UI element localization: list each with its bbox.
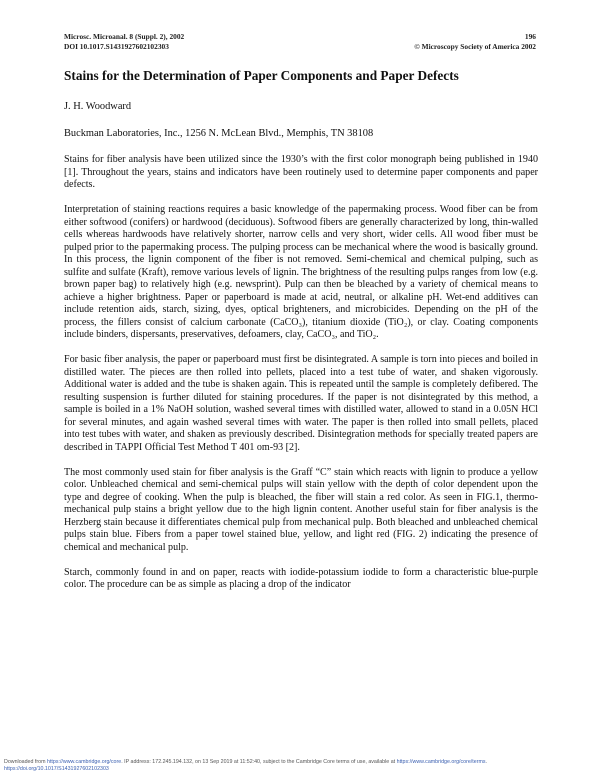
author-affiliation: Buckman Laboratories, Inc., 1256 N. McLean Blvd., Memphis, TN 38108: [64, 128, 374, 139]
footer-downloaded-text: Downloaded from: [4, 758, 47, 765]
journal-citation: Microsc. Microanal. 8 (Suppl. 2), 2002: [64, 32, 185, 41]
download-footer: [4, 759, 600, 774]
running-header-right: [414, 32, 536, 51]
doi-link[interactable]: https://doi.org/10.1017/S1431927602102303: [4, 766, 109, 773]
cambridge-core-link[interactable]: https://www.cambridge.org/core: [47, 758, 122, 765]
footer-line-1: [4, 759, 600, 767]
copyright-line: © Microscopy Society of America 2002: [414, 41, 536, 51]
paragraph-papermaking: Interpretation of staining reactions requires a basic knowledge of the papermaking process. Wood fiber can be from either softwood (conifers) or hardwood (deciduous). Softwood fibers are generally characterized by long, thin-walled cells whereas hardwoods have relatively shorter, narrow cells and very short, wider cells. All wood fiber must be pulped prior to the papermaking process. The pulping process can be mechanical where the wood is basically ground. In this process, the lignin component of the fiber is not removed. Semi-chemical and chemical pulping, such as sulfite and sulfate (Kraft), remove various levels of lignin. The brightness of the resulting pulps ranges from low (e.g. brown paper bag) to relatively high (e.g. newsprint). Pulp can then be bleached by a variety of chemical means to achieve a higher brightness. Paper or paperboard is made at acid, neutral, or alkaline pH. Wet-end additives can include retention aids, starch, sizing, dyes, optical brighteners, and microbicides. Depending on the pH of the process, the fillers consist of calcium carbonate (CaCO₃), titanium dioxide (TiO₂), or clay. Coating components include binders, dispersants, preservatives, defoamers, clay, CaCO₃, and TiO₂.: [64, 204, 538, 341]
running-header-left: [64, 32, 184, 51]
footer-line-2: [4, 766, 600, 774]
footer-access-text: . IP address: 172.245.194.132, on 13 Sep 2019 at 11:52:40, subject to the Cambridge Core terms of use, available at: [121, 758, 397, 765]
author-name: J. H. Woodward: [64, 101, 132, 112]
paragraph-intro: Stains for fiber analysis have been utilized since the 1930’s with the first color monograph being published in 1940 [1]. Throughout the years, stains and indicators have been routinely used to determine paper components and paper defects.: [64, 154, 538, 190]
paper-title: Stains for the Determination of Paper Components and Paper Defects: [64, 68, 459, 83]
paragraph-starch: Starch, commonly found in and on paper, reacts with iodide-potassium iodide to form a characteristic blue-purple color. The procedure can be as simple as placing a drop of the indicator: [64, 566, 538, 591]
footer-terms-suffix: .: [485, 758, 488, 765]
paragraph-stains: The most commonly used stain for fiber analysis is the Graff “C” stain which reacts with lignin to produce a yellow color. Unbleached chemical and semi-chemical pulps will stain yellow with the depth of color dependent upon the type and degree of cooking. When the pulp is bleached, the fiber will stain a red color. As seen in FIG.1, thermo-mechanical pulp stains a bright yellow due to the high lignin content. Another useful stain for fiber analysis is the Herzberg stain because it differentiates chemical pulp from mechanical pulp. Both bleached and unbleached chemical pulps stain blue. Fibers from a paper towel stained blue, yellow, and light red (FIG. 2) indicating the presence of chemical and mechanical pulp.: [64, 466, 538, 553]
body-text: [64, 154, 538, 604]
doi-line: DOI 10.1017.S1431927602102303: [64, 41, 169, 51]
page-number: 196: [524, 32, 536, 41]
terms-link[interactable]: https://www.cambridge.org/core/terms: [396, 758, 486, 765]
paragraph-fiber-analysis: For basic fiber analysis, the paper or paperboard must first be disintegrated. A sample is torn into pieces and boiled in distilled water. The pieces are then rolled into pellets, placed into a test tube of water, and shaken vigorously. Additional water is added and the tube is shaken again. This is repeated until the sample is completely defibered. The resulting suspension is further diluted for staining procedures. If the paper is not disintegrated by this method, a sample is boiled in a 1% NaOH solution, washed several times with distilled water, allowed to stand in a 0.05N HCl for several minutes, and again washed several times with water. The paper is then rolled into small pellets, placed into test tubes with water, and shaken as previously described. Disintegration methods for specially treated papers are described in TAPPI Official Test Method T 401 om-93 [2].: [64, 354, 538, 453]
